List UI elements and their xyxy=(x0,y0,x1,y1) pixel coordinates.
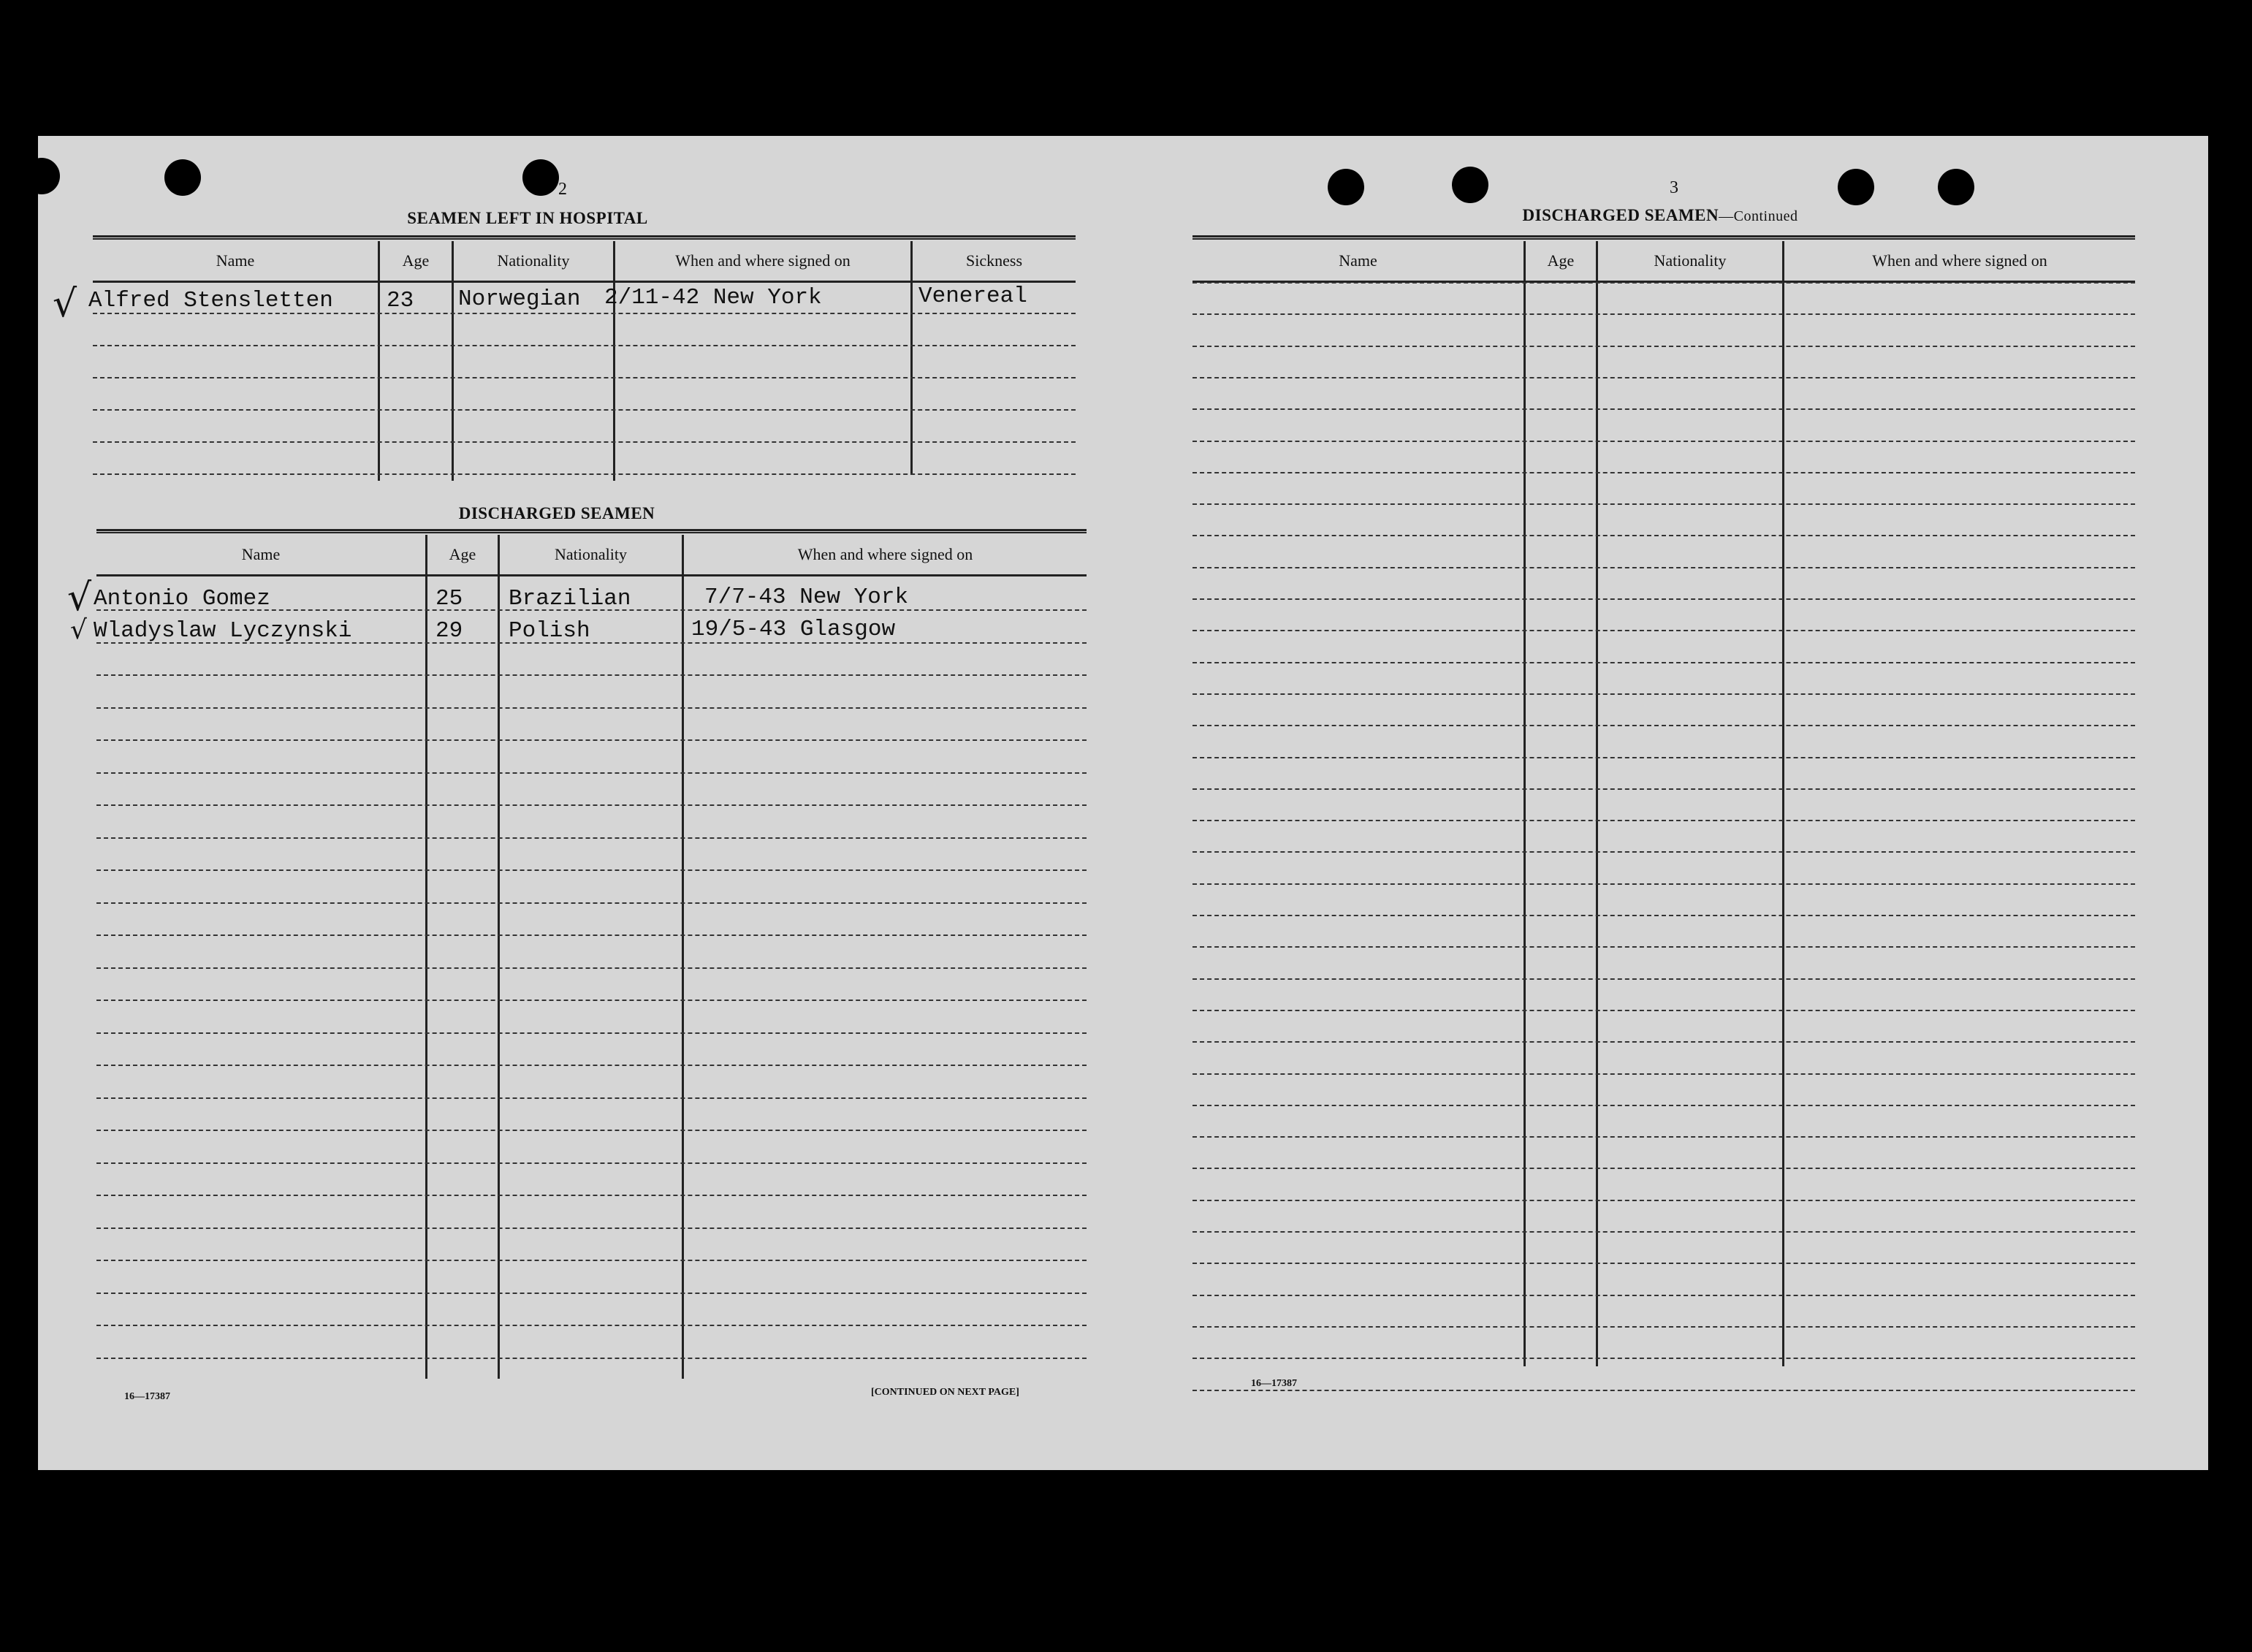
ruled-line xyxy=(96,1325,1087,1326)
continued-table xyxy=(1192,235,2135,1368)
punch-hole xyxy=(23,158,60,194)
continued-table-header xyxy=(1192,241,2135,283)
ruled-line xyxy=(1192,1168,2135,1169)
ruled-line xyxy=(96,804,1087,806)
ruled-line xyxy=(1192,1073,2135,1075)
ruled-line xyxy=(1192,313,2135,315)
punch-hole xyxy=(164,159,201,196)
left-page xyxy=(38,136,1119,1470)
ruled-line xyxy=(96,1097,1087,1099)
column-header-signed-on: When and where signed on xyxy=(797,545,973,563)
page-number: 3 xyxy=(1670,178,1678,197)
ruled-line xyxy=(1192,788,2135,790)
ruled-line xyxy=(96,935,1087,936)
ruled-line xyxy=(1192,1010,2135,1011)
form-number: 16—17387 xyxy=(124,1391,170,1402)
ruled-line xyxy=(1192,567,2135,568)
ruled-line xyxy=(1192,408,2135,410)
ruled-line xyxy=(96,1130,1087,1131)
ruled-line xyxy=(1192,978,2135,980)
seaman-nationality: Polish xyxy=(509,618,590,644)
seaman-nationality: Brazilian xyxy=(509,586,631,612)
ruled-line xyxy=(96,837,1087,839)
column-header-nationality: Nationality xyxy=(555,545,627,563)
ruled-line xyxy=(96,1195,1087,1196)
ruled-line xyxy=(1192,282,2135,283)
ruled-line xyxy=(1192,472,2135,473)
ruled-line xyxy=(1192,1105,2135,1106)
checkmark: √ xyxy=(53,282,77,326)
checkmark: √ xyxy=(67,576,92,620)
ruled-line xyxy=(1192,598,2135,600)
discharged-section-title: DISCHARGED SEAMEN xyxy=(458,504,655,522)
ruled-line xyxy=(1192,1326,2135,1328)
form-number: 16—17387 xyxy=(1251,1378,1297,1389)
seaman-age: 23 xyxy=(387,288,414,313)
ruled-line xyxy=(96,1358,1087,1359)
ruled-line xyxy=(1192,1390,2135,1391)
ruled-line xyxy=(1192,535,2135,536)
punch-hole xyxy=(1938,169,1974,205)
ruled-line xyxy=(96,1260,1087,1261)
ruled-line xyxy=(96,869,1087,871)
right-page xyxy=(1134,136,2208,1470)
ruled-line xyxy=(1192,1041,2135,1043)
title-main: DISCHARGED SEAMEN xyxy=(1522,206,1719,224)
ruled-line xyxy=(96,1162,1087,1164)
ruled-line xyxy=(1192,1231,2135,1233)
column-header-name: Name xyxy=(241,545,281,563)
ruled-line xyxy=(1192,757,2135,758)
ruled-line xyxy=(1192,693,2135,695)
hospital-section-title: SEAMEN LEFT IN HOSPITAL xyxy=(407,209,648,227)
column-header-age: Age xyxy=(449,545,476,563)
ruled-line xyxy=(1192,441,2135,442)
seaman-nationality: Norwegian xyxy=(458,286,581,312)
ruled-line xyxy=(1192,346,2135,347)
ruled-line xyxy=(1192,630,2135,631)
page-number: 2 xyxy=(558,180,567,199)
discharged-table-header xyxy=(96,535,1087,576)
ruled-line xyxy=(1192,883,2135,885)
continued-note: [CONTINUED ON NEXT PAGE] xyxy=(871,1387,1019,1398)
ruled-line xyxy=(96,1227,1087,1229)
ruled-line xyxy=(96,1000,1087,1001)
ruled-line xyxy=(1192,662,2135,663)
seaman-name: Antonio Gomez xyxy=(94,586,270,612)
checkmark: √ xyxy=(70,615,87,645)
ruled-line xyxy=(96,1032,1087,1034)
ruled-line xyxy=(96,902,1087,904)
ruled-line xyxy=(1192,820,2135,821)
seaman-sickness: Venereal xyxy=(918,283,1027,309)
hospital-table-header xyxy=(93,241,1076,283)
ruled-line xyxy=(96,967,1087,969)
punch-hole xyxy=(522,159,559,196)
seaman-age: 29 xyxy=(435,618,463,644)
column-header-name: Name xyxy=(216,251,255,270)
ruled-line xyxy=(96,707,1087,709)
seaman-name: Alfred Stensletten xyxy=(88,288,333,313)
column-header-nationality: Nationality xyxy=(497,251,570,270)
ruled-line xyxy=(1192,946,2135,948)
ruled-line xyxy=(96,739,1087,741)
right-section-title xyxy=(1499,206,1821,225)
ruled-line xyxy=(1192,725,2135,726)
column-header-signed-on: When and where signed on xyxy=(1872,251,2047,270)
seaman-signed-on: 7/7-43 New York xyxy=(704,585,909,610)
ruled-line xyxy=(1192,1263,2135,1264)
ruled-line xyxy=(1192,915,2135,916)
ruled-line xyxy=(1192,1136,2135,1138)
seaman-name: Wladyslaw Lyczynski xyxy=(94,618,352,644)
ruled-line xyxy=(1192,1358,2135,1359)
column-header-nationality: Nationality xyxy=(1654,251,1727,270)
title-suffix: —Continued xyxy=(1719,208,1798,224)
column-header-age: Age xyxy=(402,251,430,270)
column-header-age: Age xyxy=(1547,251,1575,270)
punch-hole xyxy=(1452,167,1488,203)
ruled-line xyxy=(1192,503,2135,505)
punch-hole xyxy=(1328,169,1364,205)
ruled-line xyxy=(96,772,1087,774)
ruled-line xyxy=(96,674,1087,676)
ruled-line xyxy=(96,1065,1087,1066)
ruled-line xyxy=(1192,377,2135,378)
column-header-sickness: Sickness xyxy=(966,251,1022,270)
punch-hole xyxy=(1838,169,1874,205)
document-sheet xyxy=(38,136,2208,1470)
seaman-signed-on: 19/5-43 Glasgow xyxy=(691,617,896,642)
discharged-table xyxy=(96,529,1087,1382)
ruled-line xyxy=(1192,1295,2135,1296)
ruled-line xyxy=(96,1293,1087,1294)
seaman-age: 25 xyxy=(435,586,463,612)
column-header-name: Name xyxy=(1339,251,1377,270)
column-header-signed-on: When and where signed on xyxy=(675,251,851,270)
seaman-signed-on: 2/11-42 New York xyxy=(604,285,822,311)
ruled-line xyxy=(1192,1200,2135,1201)
ruled-line xyxy=(1192,851,2135,853)
hospital-table xyxy=(88,235,1076,484)
